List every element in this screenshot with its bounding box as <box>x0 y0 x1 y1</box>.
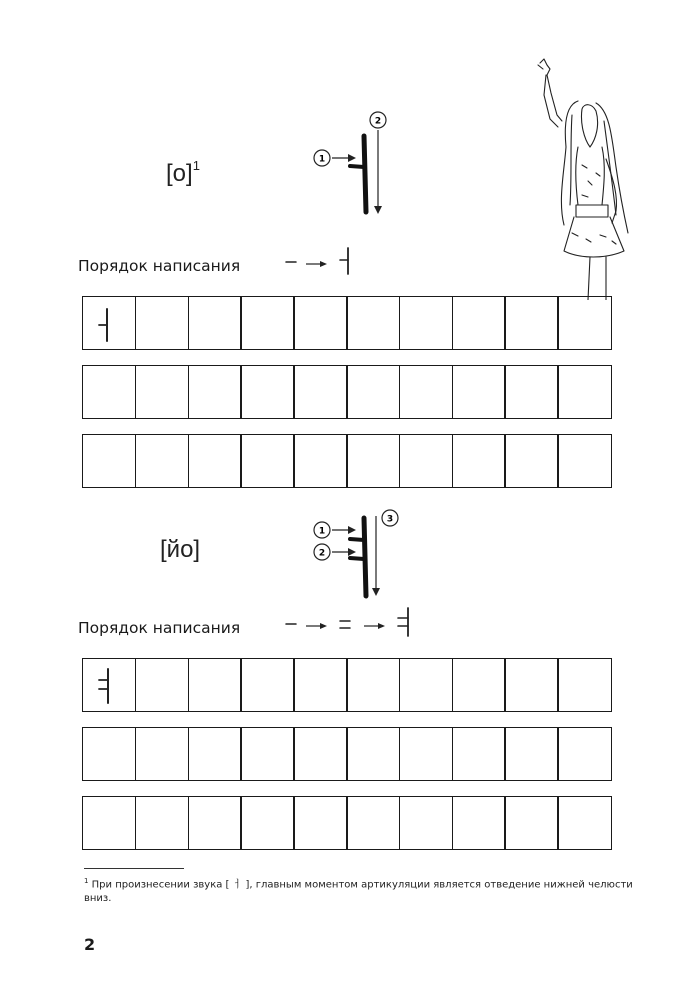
practice-cell[interactable] <box>135 434 189 488</box>
stroke-sequence-2 <box>282 604 422 640</box>
practice-cell[interactable] <box>399 658 453 712</box>
practice-cell[interactable] <box>240 727 294 781</box>
practice-cell-example <box>82 296 136 350</box>
practice-cell[interactable] <box>135 296 189 350</box>
practice-cell[interactable] <box>452 296 506 350</box>
practice-cell-example <box>82 658 136 712</box>
letter-o-stroke-diagram <box>310 110 400 220</box>
practice-cell[interactable] <box>135 365 189 419</box>
practice-cell[interactable] <box>557 296 611 350</box>
practice-cell[interactable] <box>346 365 400 419</box>
practice-cell[interactable] <box>346 658 400 712</box>
practice-cell[interactable] <box>188 365 242 419</box>
footnote-marker: 1 <box>84 877 89 885</box>
page-number: 2 <box>84 935 96 954</box>
practice-cell[interactable] <box>188 434 242 488</box>
practice-cell[interactable] <box>293 296 347 350</box>
practice-cell[interactable] <box>557 434 611 488</box>
letter-yo-example <box>83 659 135 711</box>
footnote <box>84 874 654 906</box>
order-label-1: Порядок написания <box>78 257 241 275</box>
practice-row <box>82 658 612 712</box>
practice-cell[interactable] <box>240 434 294 488</box>
practice-cell[interactable] <box>240 365 294 419</box>
practice-cell[interactable] <box>240 658 294 712</box>
practice-cell[interactable] <box>504 434 558 488</box>
footnote-text: При произнесении звука [ ㅓ ], главным моментом артикуляции является отведение нижней челюсти вниз. <box>84 879 633 905</box>
practice-cell[interactable] <box>293 796 347 850</box>
practice-grid-2 <box>82 658 612 850</box>
stroke-number-3: 3 <box>386 514 394 525</box>
practice-cell[interactable] <box>82 434 136 488</box>
practice-grid-1 <box>82 296 612 488</box>
practice-cell[interactable] <box>557 658 611 712</box>
practice-cell[interactable] <box>399 727 453 781</box>
practice-cell[interactable] <box>504 727 558 781</box>
practice-cell[interactable] <box>293 658 347 712</box>
letter-o-example <box>83 297 135 349</box>
stroke-number-1: 1 <box>318 154 326 165</box>
practice-cell[interactable] <box>188 727 242 781</box>
practice-cell[interactable] <box>293 727 347 781</box>
stroke-number-1: 1 <box>318 526 326 537</box>
practice-cell[interactable] <box>240 796 294 850</box>
practice-cell[interactable] <box>188 796 242 850</box>
practice-cell[interactable] <box>240 296 294 350</box>
practice-cell[interactable] <box>452 796 506 850</box>
practice-cell[interactable] <box>188 658 242 712</box>
transcription-o <box>166 160 200 188</box>
stroke-sequence-1 <box>282 242 362 278</box>
practice-cell[interactable] <box>399 796 453 850</box>
letter-yo-stroke-diagram <box>310 506 405 602</box>
practice-cell[interactable] <box>293 365 347 419</box>
girl-illustration <box>520 55 635 300</box>
stroke-number-2: 2 <box>374 116 382 127</box>
practice-cell[interactable] <box>504 296 558 350</box>
practice-cell[interactable] <box>504 365 558 419</box>
transcription-text: [о] <box>166 160 193 187</box>
practice-cell[interactable] <box>399 365 453 419</box>
practice-cell[interactable] <box>504 658 558 712</box>
footnote-divider <box>84 868 184 869</box>
practice-cell[interactable] <box>346 727 400 781</box>
practice-cell[interactable] <box>135 658 189 712</box>
practice-cell[interactable] <box>452 727 506 781</box>
practice-cell[interactable] <box>188 296 242 350</box>
practice-row <box>82 727 612 781</box>
practice-cell[interactable] <box>399 434 453 488</box>
practice-cell[interactable] <box>557 796 611 850</box>
practice-cell[interactable] <box>399 296 453 350</box>
order-label-2: Порядок написания <box>78 619 241 637</box>
practice-row <box>82 296 612 350</box>
transcription-yo <box>160 536 200 564</box>
transcription-text: [йо] <box>160 536 201 563</box>
practice-row <box>82 796 612 850</box>
practice-cell[interactable] <box>557 727 611 781</box>
practice-cell[interactable] <box>452 365 506 419</box>
practice-cell[interactable] <box>82 796 136 850</box>
practice-cell[interactable] <box>346 796 400 850</box>
practice-cell[interactable] <box>135 727 189 781</box>
practice-cell[interactable] <box>504 796 558 850</box>
practice-cell[interactable] <box>452 658 506 712</box>
practice-cell[interactable] <box>346 296 400 350</box>
practice-cell[interactable] <box>293 434 347 488</box>
stroke-number-2: 2 <box>318 548 326 559</box>
practice-row <box>82 434 612 488</box>
practice-cell[interactable] <box>346 434 400 488</box>
footnote-ref: 1 <box>192 158 200 173</box>
practice-row <box>82 365 612 419</box>
practice-cell[interactable] <box>557 365 611 419</box>
practice-cell[interactable] <box>135 796 189 850</box>
practice-cell[interactable] <box>452 434 506 488</box>
practice-cell[interactable] <box>82 727 136 781</box>
practice-cell[interactable] <box>82 365 136 419</box>
